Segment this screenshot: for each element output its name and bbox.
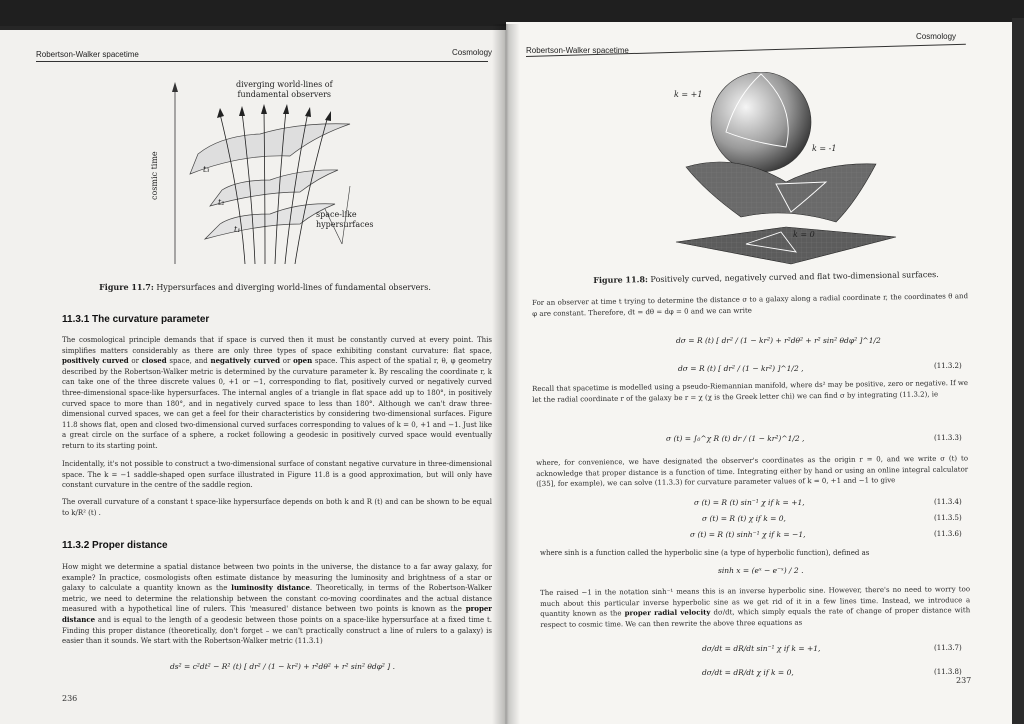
figure-label-top: diverging world-lines of fundamental observers — [236, 80, 333, 99]
left-header-section: Cosmology — [452, 48, 493, 57]
equation-11-3-7-number: (11.3.7) — [934, 644, 962, 652]
k-positive-label: k = +1 — [674, 90, 703, 99]
equation-11-3-3-number: (11.3.3) — [934, 434, 962, 442]
equation-11-3-6: σ (t) = R (t) sinh⁻¹ χ if k = −1, — [690, 530, 806, 539]
t2-label: t₂ — [218, 198, 225, 207]
book-gutter-shadow — [492, 24, 520, 724]
world-line-arrows — [217, 104, 331, 121]
section-11-3-1-paragraph-2: Incidentally, it's not possible to construct a two-dimensional surface of constant negative curvature in three-dimensional space. The k = −1 saddle-shaped open surface illustrated in Figure 11.8 is a good approximation, but will only have constant curvature in the centre of the saddle region. — [62, 460, 492, 490]
cosmic-time-arrow — [172, 82, 178, 92]
section-11-3-1-paragraph-3: The overall curvature of a constant t space-like hypersurface depends on both k and R (t) and can be shown to be equal to k/R² (t) . — [62, 498, 492, 517]
equation-11-3-5-number: (11.3.5) — [934, 514, 962, 522]
equation-sinh-definition: sinh x = (eˣ − e⁻ˣ) / 2 . — [718, 566, 804, 575]
figure-11-7 — [150, 74, 380, 264]
equation-11-3-5: σ (t) = R (t) χ if k = 0, — [702, 514, 786, 523]
equation-11-3-8-number: (11.3.8) — [934, 668, 962, 676]
section-11-3-1-paragraph-1: The cosmological principle demands that if space is curved then it must be constantly curved at every point. This simplifies matters considerably as there are only three types of space exhibiting constant curvature: flat space, positively curved or closed space, and negatively curved or open space. This aspect of the spatial r, θ, φ geometry described by the Robertson-Walker metric is determined by the curvature parameter k. By rescaling the coordinate r, k can take one of the three discrete values 0, +1 or −1, corresponding to flat, positively curved or negatively curved three-dimensional space-like hypersurfaces. The internal angles of a triangle in flat space add up to 180°, in positively curved space to more than 180°, and in negatively curved space to less than 180°. Although we can't draw three-dimensional curved spaces, we can get a feel for their characteristics by considering two-dimensional surfaces. Figure 11.8 shows flat, open and closed two-dimensional curved surfaces corresponding to values of k = 0, +1 and −1. Just like a great circle on the surface of a sphere, a rocket following a geodesic in positively curved space would eventually return to its starting point. — [62, 336, 492, 450]
equation-11-3-7: dσ/dt = dR/dt sin⁻¹ χ if k = +1, — [702, 644, 821, 653]
equation-11-3-6-number: (11.3.6) — [934, 530, 962, 538]
scanner-right-edge — [1012, 18, 1024, 724]
equation-11-3-4-number: (11.3.4) — [934, 498, 962, 506]
t1-label: t₁ — [234, 225, 241, 234]
equation-11-3-3: σ (t) = ∫₀^χ R (t) dr / (1 − kr²)^1/2 , — [666, 434, 805, 443]
left-header-rule — [36, 61, 488, 62]
figure-11-7-caption: Figure 11.7: Hypersurfaces and diverging world-lines of fundamental observers. — [99, 282, 431, 292]
equation-11-3-2: dσ = R (t) [ dr² / (1 − kr²) ]^1/2 , — [678, 364, 804, 373]
section-11-3-1-title: 11.3.1 The curvature parameter — [62, 314, 210, 325]
right-header-title: Robertson-Walker spacetime — [526, 46, 629, 55]
hypersurface-t3 — [190, 124, 350, 174]
equation-11-3-2-number: (11.3.2) — [934, 362, 962, 370]
right-paragraph-4: where sinh is a function called the hyperbolic sine (a type of hyperbolic function), defined as — [540, 549, 870, 557]
figure-axis-label: cosmic time — [150, 151, 159, 200]
figure-11-8-caption: Figure 11.8: Positively curved, negatively curved and flat two-dimensional surfaces. — [593, 269, 939, 286]
right-paragraph-2: Recall that spacetime is modelled using a pseudo-Riemannian manifold, where ds² may be positive, zero or negative. If we let the radial coordinate r of the galaxy be r = χ (χ is the Greek letter chi) we can find σ by integrating (11.3.2), ie — [532, 378, 969, 404]
equation-11-3-4: σ (t) = R (t) sin⁻¹ χ if k = +1, — [694, 498, 805, 507]
left-header-title: Robertson-Walker spacetime — [36, 50, 139, 59]
left-page — [0, 30, 506, 724]
robertson-walker-metric-equation: ds² = c²dt² − R² (t) [ dr² / (1 − kr²) + r²dθ² + r² sin² θdφ² ] . — [170, 662, 396, 671]
right-paragraph-1: For an observer at time t trying to determine the distance σ to a galaxy along a radial coordinate r, the coordinates θ and φ are constant. Therefore, dt = dθ = dφ = 0 and we can write — [532, 292, 969, 318]
section-11-3-2-paragraph-1: How might we determine a spatial distance between two points in the universe, the distance to a far away galaxy, for example? In practice, cosmologists often estimate distance by measuring the luminosity and brightness of a star or galaxy to calculate a quantity known as the luminosity distance. Theoretically, in terms of the Robertson-Walker metric, we need to determine the relationship between the constant co-moving coordinates and the actual distance measured with a hypothetical line of rulers. This 'measured' distance between two points is known as the proper distance and is equal to the length of a geodesic between those points on a space-like hypersurface at a fixed time t. Finding this proper distance (theoretically, don't forget – we can't practically construct a line of rulers to a galaxy) is easier than it sounds. We start with the Robertson-Walker metric (11.3.1) — [62, 563, 492, 646]
k-negative-label: k = -1 — [812, 144, 837, 153]
right-page-number: 237 — [956, 676, 972, 685]
figure-11-8 — [666, 72, 906, 272]
right-paragraph-5: The raised −1 in the notation sinh⁻¹ means this is an inverse hyperbolic sine. However, there's no need to worry too much about this particular inverse hyperbolic sine as we get rid of it in a few lines time. Instead, we introduce a quantity known as the proper radial velocity dσ/dt, which simply equals the rate of change of proper distance with respect to cosmic time. We can then rewrite the above three equations as — [540, 585, 971, 629]
right-page — [506, 22, 1014, 724]
saddle-grid — [686, 162, 876, 222]
figure-label-bottom: space-like hypersurfaces — [316, 210, 374, 229]
left-page-number: 236 — [62, 694, 78, 703]
equation-proper-distance-full: dσ = R (t) [ dr² / (1 − kr²) + r²dθ² + r² sin² θdφ² ]^1/2 — [676, 336, 881, 345]
equation-11-3-8: dσ/dt = dR/dt χ if k = 0, — [702, 668, 794, 677]
k-zero-label: k = 0 — [793, 230, 815, 239]
section-11-3-2-title: 11.3.2 Proper distance — [62, 540, 168, 551]
t3-label: t₃ — [203, 165, 210, 174]
sphere-k-positive — [711, 72, 811, 172]
right-paragraph-3: where, for convenience, we have designated the observer's coordinates as the origin r = 0, and we write σ (t) to acknowledge that proper distance is a function of time. Integrating either by hand or using an online integral calculator ([35], for example), we can solve (11.3.3) for curvature parameter values of k = 0, +1 and −1 to give — [536, 454, 969, 489]
hypersurface-t2 — [210, 170, 338, 206]
right-header-section: Cosmology — [916, 32, 957, 41]
